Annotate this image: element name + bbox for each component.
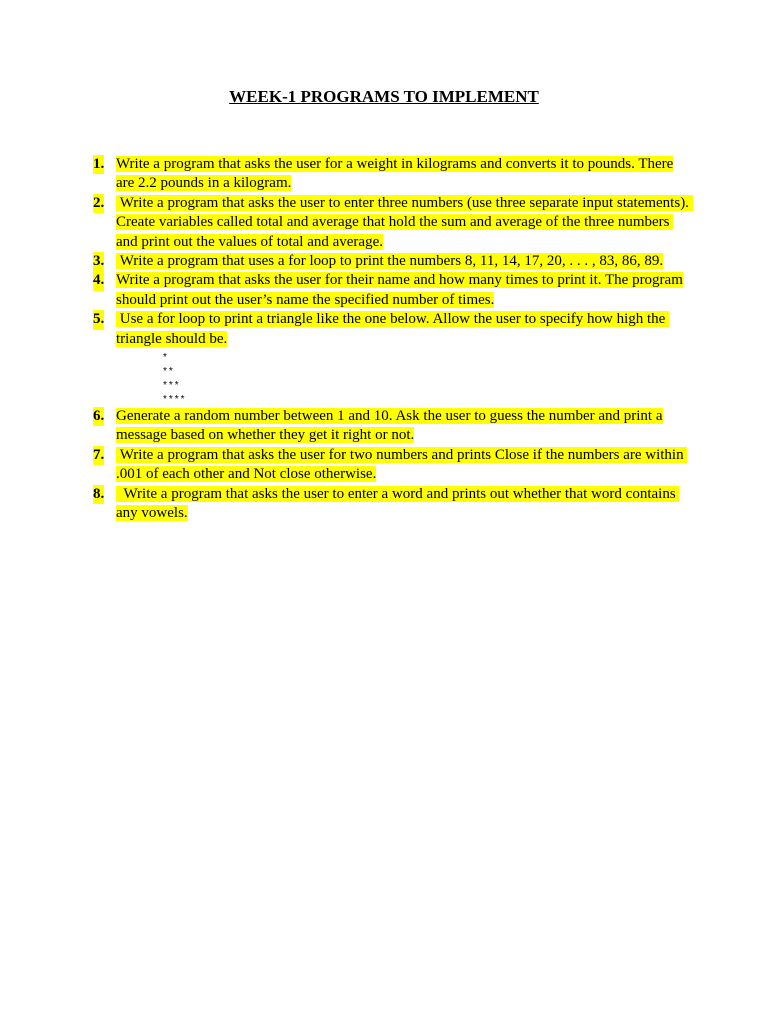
list-item (93, 252, 693, 271)
triangle-example (116, 349, 693, 407)
program-list (93, 155, 693, 524)
list-item (93, 155, 693, 194)
triangle-row: *** (163, 380, 181, 392)
item-text: Write a program that asks the user to enter a word and prints out whether that word contains any vowels. (116, 485, 680, 522)
item-number: 1. (93, 155, 104, 174)
page-title: WEEK-1 PROGRAMS TO IMPLEMENT (229, 87, 539, 106)
triangle-row: * (163, 352, 169, 364)
item-number: 2. (93, 194, 104, 213)
list-item (93, 271, 693, 310)
list-item (93, 310, 693, 407)
item-text: Use a for loop to print a triangle like the one below. Allow the user to specify how high the triangle should be. (116, 311, 670, 347)
item-text: Write a program that asks the user to enter three numbers (use three separate input statements). Create variables called total and average that hold the sum and average of the three numbers and print out the values of total and average. (116, 194, 693, 250)
item-number: 4. (93, 271, 104, 290)
item-text: Write a program that asks the user for two numbers and prints Close if the numbers are within .001 of each other and Not close otherwise. (116, 446, 688, 483)
list-item (93, 194, 693, 252)
item-text: Write a program that asks the user for a weight in kilograms and converts it to pounds. There are 2.2 pounds in a kilogram. (116, 156, 674, 192)
triangle-row: **** (163, 394, 187, 406)
list-item (93, 446, 693, 485)
item-number: 5. (93, 310, 104, 329)
item-number: 8. (93, 485, 104, 504)
list-item (93, 485, 693, 524)
item-text: Generate a random number between 1 and 10. Ask the user to guess the number and print a message based on whether they get it right or not. (116, 408, 663, 444)
item-text: Write a program that asks the user for their name and how many times to print it. The program should print out the user’s name the specified number of times. (116, 272, 683, 308)
item-text: Write a program that uses a for loop to print the numbers 8, 11, 14, 17, 20, . . . , 83, 86, 89. (116, 253, 664, 270)
item-number: 7. (93, 446, 104, 465)
item-number: 3. (93, 252, 104, 271)
item-number: 6. (93, 407, 104, 426)
list-item (93, 407, 693, 446)
triangle-row: ** (163, 366, 175, 378)
